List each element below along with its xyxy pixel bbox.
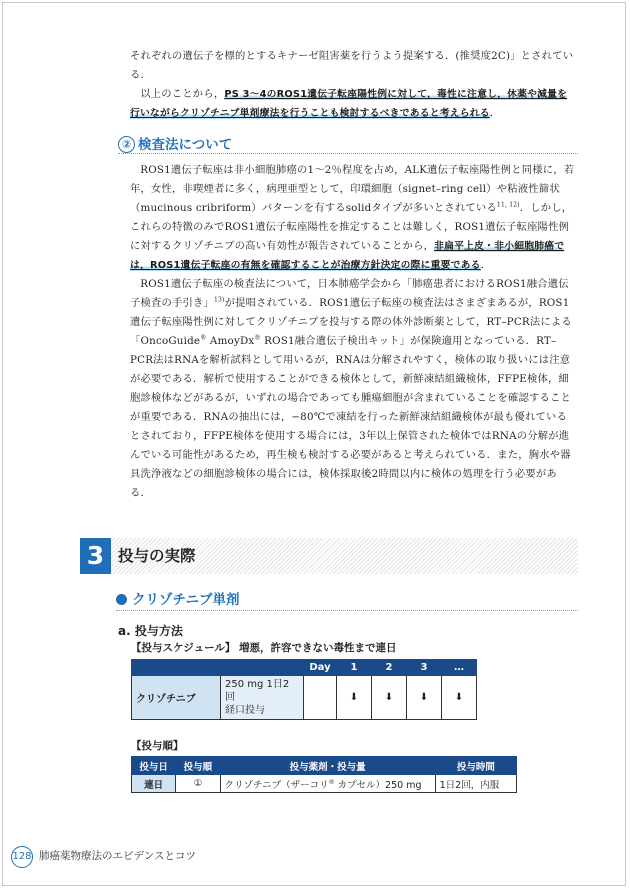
order-caption: 【投与順】: [131, 740, 184, 752]
drug-name: クリゾチニブ: [132, 676, 221, 720]
order-table: [131, 756, 517, 793]
paragraph-ros1-testing: ROS1遺伝子転座の検査法について，日本肺癌学会から「肺癌患者におけるROS1融合遺伝子検査の手引き」$^{13)}$が提唱されている．ROS1遺伝子転座の検査法はさまざまあるが，ROS1遺伝子転座陽性例に対してクリゾチニブを投与する際の体外診断薬として，RT–PCR法による「OncoGuide® AmoyDx® ROS1融合遺伝子検出キット」が保険適用となっている．RT–PCR法はRNAを解析試料として用いるが，RNAは分解されやすく，検体の取り扱いには注意が必要である．解析で使用することができる検体として，新鮮凍結組織検体，FFPE検体，細胞診検体などがあるが，いずれの場合であっても腫瘍細胞が含まれていることを確認することが重要である．RNAの抽出には，−80℃で凍結を行った新鮮凍結組織検体が最も優れているとされており，FFPE検体を使用する場合には，3年以上保管された検体ではRNAの分解が進んでいる可能性があるため，再生検も検討する必要があると考えられている．また，胸水や器具洗浄液などの細胞診検体の場合には，検体採取後2時間以内に検体の処理を行う必要がある．: [130, 278, 572, 499]
citation: 11, 12): [496, 201, 520, 209]
dose: 250 mg 1日2回 経口投与: [221, 676, 304, 720]
table-header-row: Day 1 2 3 …: [132, 660, 477, 676]
down-arrow-icon: ⬇: [442, 676, 477, 720]
citation: 13): [214, 296, 225, 304]
down-arrow-icon: ⬇: [372, 676, 407, 720]
chapter-heading: [80, 538, 578, 574]
section-number: ②: [118, 136, 135, 153]
table-header-row: 投与日 投与順 投与薬剤・投与量 投与時間: [132, 757, 517, 775]
chapter-number: 3: [80, 538, 111, 574]
subsection-title: クリゾチニブ単剤: [132, 592, 240, 608]
table-row: [132, 676, 477, 720]
down-arrow-icon: ⬇: [407, 676, 442, 720]
page-footer: [11, 846, 196, 868]
highlight-conclusion: PS 3〜4のROS1遺伝子転座陽性例に対して，毒性に注意し，休薬や減量を行いながらクリゾチニブ単剤療法を行うことも検討するべきであると考えられる: [130, 89, 568, 119]
bullet-icon: [116, 594, 127, 605]
paragraph-recommendation: [130, 47, 576, 123]
schedule-table: [131, 659, 477, 720]
book-title: 肺癌薬物療法のエビデンスとコツ: [39, 850, 196, 862]
page-number: 128: [11, 846, 33, 868]
item-heading: a. 投与方法: [118, 624, 183, 638]
paragraph-ros1-features: ROS1遺伝子転座は非小細胞肺癌の1〜2％程度を占め，ALK遺伝子転座陽性例と同様に，若年，女性，非喫煙者に多く，病理亜型として，印環細胞（signet–ring cell）や粘液性篩状（mucinous cribriform）パターンを有するsolidタイプが多いとされている$^{11, 12)}$．しかし，これらの特徴のみでROS1遺伝子転座陽性を推定することは難しく，ROS1遺伝子転座陽性例に対するクリゾチニブの高い有効性が報告されていることから，非扁平上皮・非小細胞肺癌では，ROS1遺伝子転座の有無を確認することが治療方針決定の際に重要である． ROS1遺伝子転座の検査法について，日本肺癌学会から「肺癌患者におけるROS1融合遺伝子検査の手引き」$^{13)}$が提唱されている．ROS1遺伝子転座の検査法はさまざまあるが，ROS1遺伝子転座陽性例に対してクリゾチニブを投与する際の体外診断薬として，RT–PCR法による「OncoGuide® AmoyDx® ROS1融合遺伝子検出キット」が保険適用となっている．RT–PCR法はRNAを解析試料として用いるが，RNAは分解されやすく，検体の取り扱いには注意が必要である．解析で使用することができる検体として，新鮮凍結組織検体，FFPE検体，細胞診検体などがあるが，いずれの場合であっても腫瘍細胞が含まれていることを確認することが重要である．RNAの抽出には，−80℃で凍結を行った新鮮凍結組織検体が最も優れているとされており，FFPE検体を使用する場合には，3年以上保管された検体ではRNAの分解が進んでいる可能性があるため，再生検も検討する必要があると考えられている．また，胸水や器具洗浄液などの細胞診検体の場合には，検体採取後2時間以内に検体の処理を行う必要がある．: [130, 161, 576, 503]
down-arrow-icon: ⬇: [337, 676, 372, 720]
text-conclusion: 以上のことから，PS 3〜4のROS1遺伝子転座陽性例に対して，毒性に注意し，休薬や減量を行いながらクリゾチニブ単剤療法を行うことも検討するべきであると考えられる．: [130, 88, 568, 119]
highlight-test-importance: 非扁平上皮・非小細胞肺癌では，ROS1遺伝子転座の有無を確認することが治療方針決定の際に重要である: [130, 241, 565, 271]
text-continuation: それぞれの遺伝子を標的とするキナーゼ阻害薬を行うよう提案する．(推奨度2C)」とされている．: [130, 50, 574, 81]
section-title: 検査法について: [138, 137, 233, 153]
table-row: 連日 ① クリゾチニブ（ザーコリ® カプセル）250 mg 1日2回，内服: [132, 775, 517, 793]
chapter-title: 投与の実際: [118, 547, 196, 565]
subsection-heading: [116, 588, 578, 611]
schedule-caption: 【投与スケジュール】 増悪，許容できない毒性まで連日: [131, 642, 397, 654]
section-heading-test-methods: [118, 133, 578, 154]
